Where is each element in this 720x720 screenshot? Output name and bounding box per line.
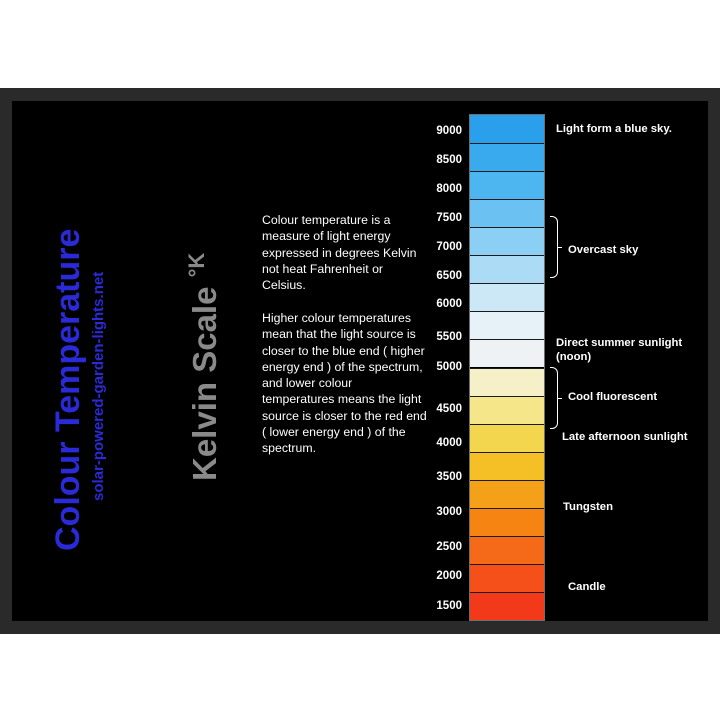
annotation-fluorescent: Cool fluorescent: [568, 391, 658, 403]
colour-segment: [470, 255, 544, 283]
colour-segment: [470, 536, 544, 564]
scale-tick-label: 3500: [436, 471, 462, 483]
scale-tick-label: 2000: [436, 570, 462, 582]
kelvin-unit: °K: [184, 252, 209, 278]
scale-tick-label: 2500: [436, 541, 462, 553]
scale-tick-label: 1500: [436, 600, 462, 612]
colour-segment: [470, 171, 544, 199]
annotation-afternoon: Late afternoon sunlight: [562, 431, 688, 443]
scale-tick-label: 7500: [436, 212, 462, 224]
colour-segment: [470, 368, 544, 396]
website-url: solar-powered-garden-lights.net: [90, 271, 107, 501]
annotation-summer-sun: Direct summer sunlight (noon): [556, 337, 683, 363]
title: Colour Temperature: [49, 228, 87, 551]
description-paragraph-2: Higher colour temperatures mean that the light source is closer to the blue end ( higher energy end ) of the spectrum, and lower colour temperatures means the light source is closer to the red end ( lower energy end ) of the spectrum.: [262, 311, 427, 456]
scale-tick-label: 4000: [436, 437, 462, 449]
colour-segment: [470, 396, 544, 424]
scale-tick-label: 9000: [436, 125, 462, 137]
colour-segment: [470, 311, 544, 339]
annotation-blue-sky: Light form a blue sky.: [556, 123, 672, 135]
colour-segment: [470, 199, 544, 227]
annotation-overcast: Overcast sky: [568, 244, 639, 256]
scale-tick-label: 6500: [436, 270, 462, 282]
colour-segment: [470, 424, 544, 452]
colour-temperature-bar: [469, 114, 545, 621]
fluorescent-brace: [550, 367, 558, 429]
annotation-candle: Candle: [568, 581, 606, 593]
colour-segment: [470, 283, 544, 311]
colour-segment: [470, 592, 544, 620]
kelvin-scale-label: Kelvin Scale: [186, 286, 223, 481]
colour-segment: [470, 143, 544, 171]
scale-tick-label: 5500: [436, 331, 462, 343]
annotation-tungsten: Tungsten: [563, 501, 613, 513]
colour-segment: [470, 227, 544, 255]
scale-tick-label: 6000: [436, 298, 462, 310]
scale-tick-label: 3000: [436, 506, 462, 518]
diagram-panel: [12, 101, 708, 621]
colour-segment: [470, 339, 544, 367]
scale-tick-label: 8000: [436, 183, 462, 195]
colour-segment: [470, 480, 544, 508]
scale-tick-label: 8500: [436, 154, 462, 166]
scale-tick-label: 5000: [436, 361, 462, 373]
colour-segment: [470, 564, 544, 592]
colour-segment: [470, 115, 544, 143]
scale-tick-label: 7000: [436, 241, 462, 253]
description-paragraph-1: Colour temperature is a measure of light energy expressed in degrees Kelvin not heat Fahrenheit or Celsius.: [262, 213, 417, 293]
kelvin-scale-title: [184, 253, 224, 481]
colour-segment: [470, 452, 544, 480]
scale-tick-label: 4500: [436, 403, 462, 415]
image-frame: [0, 88, 720, 634]
overcast-brace: [550, 216, 558, 278]
colour-segment: [470, 508, 544, 536]
